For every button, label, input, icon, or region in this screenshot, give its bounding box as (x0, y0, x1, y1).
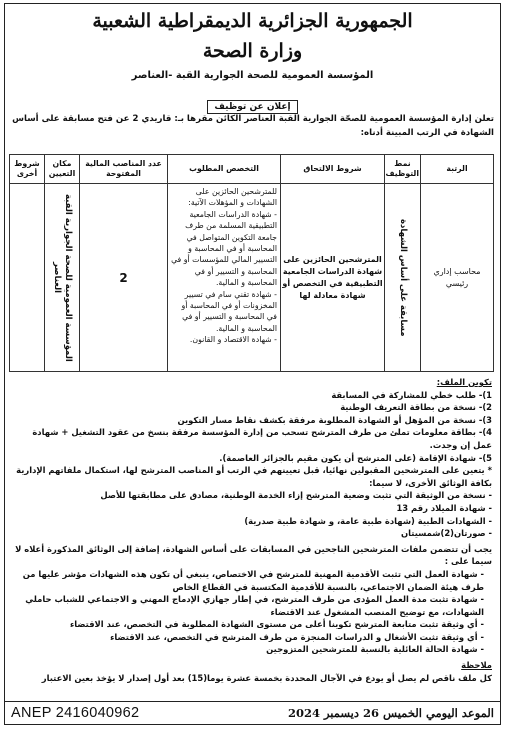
extra-item: - شهادة العمل التي تثبت الأقدمية المهنية للمترشح في الاختصاص، ينبغي أن تكون هذه الشهادات مؤشر عليها من طرف هيئة الضمان الاجتماعي، بالنسبة للأقدمية المكتسبة في القطاع الخاص (22, 568, 484, 592)
intro-paragraph: تعلن إدارة المؤسسة العمومية للصحّة الجوارية القبة العناصر الكائن مقرها بـ: قاريدي 2 عن فتح مسابقة على أساس الشهادة في الرتب المبينة أدناه: (12, 114, 494, 138)
extra-item: - شهادة الحالة العائلية بالنسبة للمترشحين المتزوجين (266, 644, 484, 655)
final-item: - شهادة الميلاد رقم 13 (396, 502, 492, 513)
specialty-line: الشهادات و المؤهلات الآتية: (188, 198, 277, 208)
note-text: كل ملف ناقص لم يصل أو يودع في الآجال المحددة بخمسة عشرة يوما(15) بعد أول إصدار لا يؤخذ بعين الاعتبار (41, 672, 492, 683)
specialty-line: المحاسبة أو في المحاسبة و (188, 244, 277, 254)
final-item: - نسخة من الوثيقة التي تثبت وضعية المترشح إزاء الخدمة الوطنية، مصادق على مطابقتها للأصل (100, 490, 492, 501)
anep-code: ANEP 2416040962 (11, 705, 140, 721)
header-specialty: التخصص المطلوب (168, 155, 281, 184)
ministry-heading: وزارة الصحة (202, 40, 303, 62)
cell-mode (385, 184, 421, 372)
announcement-body (11, 376, 492, 684)
specialty-line: - شهادة تقني سام في تسيير (184, 289, 277, 299)
header-other: شروط أخرى (10, 155, 45, 184)
specialty-line: التسيير المالي للمؤسسات أو في (171, 255, 277, 265)
file-item: 5)- شهادة الإقامة (على المترشح أن يكون مقيم بالجزائر العاصمة). (219, 452, 492, 463)
publication-info: الموعد اليومي الخميس 26 ديسمبر 2024 (287, 706, 494, 720)
final-note: * يتعين على المترشحين المقبولين نهائيا، قبل تعيينهم في الرتب أو المناصب المترشح لها، استكمال ملفاتهم الإدارية بكافة الوثائق الأخرى، لا سيما: (16, 465, 492, 488)
place-vertical-text: المؤسسة العمومية للصحة الجوارية القبة العناصر (52, 193, 73, 362)
extra-item: - أي وثيقة تثبت الأشغال و الدراسات المنجزة من طرف المترشح في التخصص، عند الاقتضاء (110, 631, 484, 642)
file-item: 2)- نسخة من بطاقة التعريف الوطنية (340, 402, 492, 413)
file-item: 3)- نسخة من المؤهل أو الشهادة المطلوبة مرفقة بكشف نقاط مسار التكوين (177, 414, 492, 425)
cell-place (45, 184, 80, 372)
cell-specialty (168, 184, 281, 372)
note-title: ملاحظة (461, 660, 492, 671)
specialty-line: في المحاسبة و التسيير أو في (182, 312, 277, 322)
announcement-title: إعلان عن توظيف (207, 100, 297, 114)
republic-heading: الجمهورية الجزائرية الديمقراطية الشعبية (92, 10, 413, 32)
cell-conditions: المترشحين الحائزين على شهادة الدراسات الجامعية التطبيقية في التخصص أو شهادة معادلة لها (281, 184, 385, 372)
final-item: - صورتان(2)شمسيتان (401, 528, 492, 539)
header-rank: الرتبة (421, 155, 494, 184)
header-mode: نمط التوظيف (385, 155, 421, 184)
extra-intro: يجب أن تتضمن ملفات المترشحين الناجحين في المسابقات على أساس الشهادة، إضافة إلى الوثائق المذكورة أعلاه لا سيما على : (15, 543, 492, 567)
specialty-line: التطبيقية المسلمة من طرف (185, 221, 277, 231)
final-item: - الشهادات الطبية (شهادة طبية عامة، و شهادة طبية صدرية) (244, 515, 492, 526)
specialty-line: المحاسبة و التسيير أو في (194, 266, 277, 276)
positions-table (9, 154, 494, 372)
header-place: مكان التعيين (45, 155, 80, 184)
file-item: 4)- بطاقة معلومات تملئ من طرف المترشح تسحب من إدارة المؤسسة مرفقة بنسخ من عقود التشغيل + شهادة عمل إن وجدت. (32, 427, 492, 450)
cell-posts: 2 (80, 184, 168, 372)
footer-bar (5, 701, 500, 722)
specialty-line: المحاسبة و المالية. (215, 278, 277, 288)
table-row (10, 184, 494, 372)
extra-item: - أي وثيقة تثبت متابعة المترشح تكوينا أعلى من مستوى الشهادة المطلوبة في التخصص، عند الاقتضاء (69, 619, 484, 630)
specialty-line: - شهادة الاقتصاد و القانون. (189, 335, 277, 345)
announcement-page (4, 3, 501, 725)
header-conditions: شروط الالتحاق (281, 155, 385, 184)
specialty-line: جامعة التكوين المتواصل في (186, 232, 277, 242)
header-posts: عدد المناصب المالية المفتوحة (80, 155, 168, 184)
extra-item: - شهادة تثبت مدة العمل المؤدى من طرف المترشح، في إطار جهازي الإدماج المهني و الاجتماعي للشباب حاملي الشهادات، مع توضيح المنصب المشغول عند الاقتضاء (25, 594, 484, 617)
specialty-line: المخزونات أو في المحاسبة أو (181, 301, 277, 311)
file-item: 1)- طلب خطي للمشاركة في المسابقة (331, 389, 492, 400)
specialty-line: المحاسبة و المالية. (215, 323, 277, 333)
cell-rank: محاسب إداري رئيسي (421, 184, 494, 372)
specialty-line: للمترشحين الحائزين على (195, 187, 277, 196)
mode-vertical-text: مسابقة على أساس الشهادة (398, 218, 408, 337)
institution-heading: المؤسسة العمومية للصحة الجوارية القبة -العناصر (131, 70, 374, 81)
specialty-line: - شهادة الدراسات الجامعية (189, 209, 277, 219)
table-header-row (10, 155, 494, 184)
announcement-title-box (5, 94, 500, 114)
file-title: تكوين الملف: (436, 377, 492, 387)
cell-other (10, 184, 45, 372)
